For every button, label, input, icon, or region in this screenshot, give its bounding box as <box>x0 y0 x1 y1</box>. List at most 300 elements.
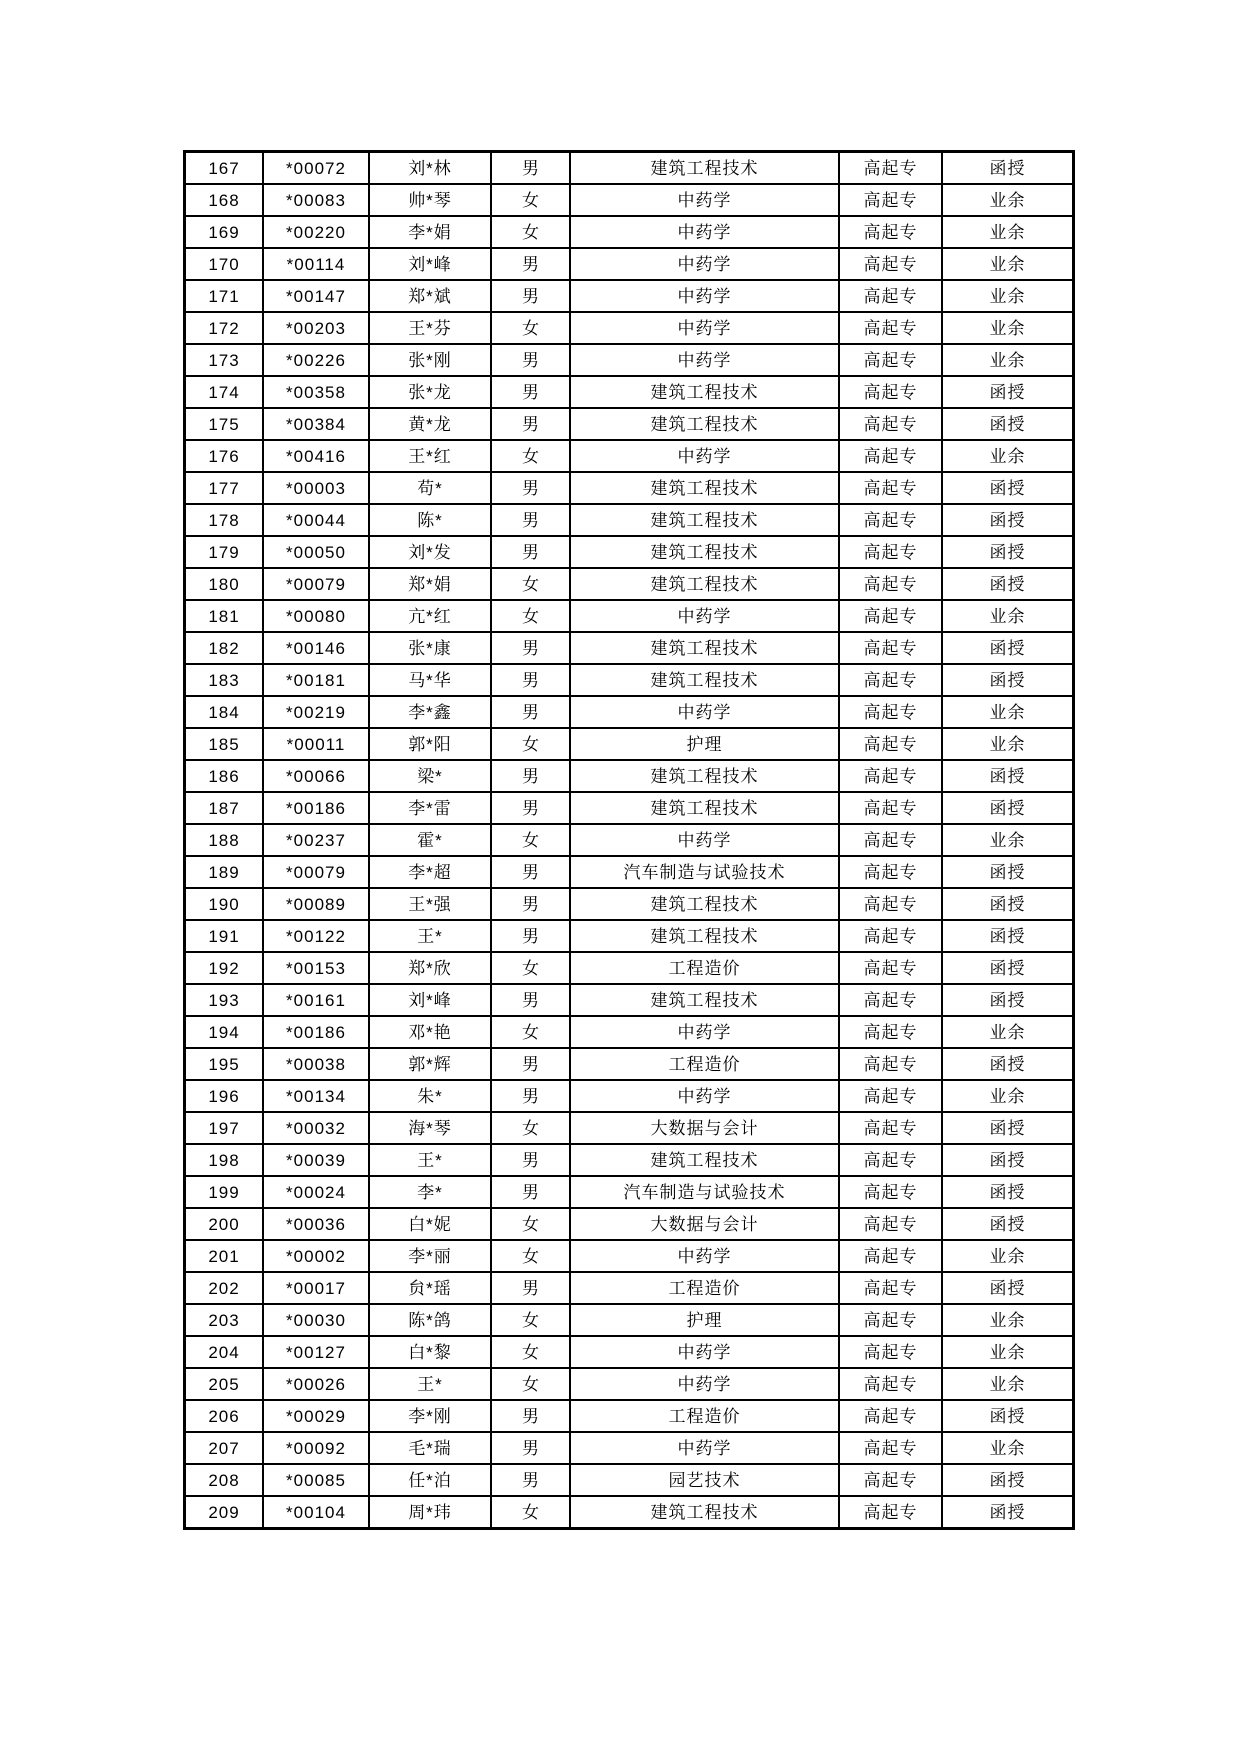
row-number-cell: 170 <box>185 248 264 280</box>
major-cell: 大数据与会计 <box>570 1112 839 1144</box>
student-id-cell: *00220 <box>263 216 369 248</box>
table-row <box>185 1208 1074 1240</box>
gender-cell: 男 <box>491 376 570 408</box>
gender-cell: 男 <box>491 1464 570 1496</box>
major-cell: 建筑工程技术 <box>570 376 839 408</box>
gender-cell: 男 <box>491 280 570 312</box>
student-name-cell: 张*龙 <box>369 376 491 408</box>
level-cell: 高起专 <box>839 728 942 760</box>
study-form-cell: 函授 <box>942 856 1074 888</box>
row-number-cell: 193 <box>185 984 264 1016</box>
major-cell: 建筑工程技术 <box>570 984 839 1016</box>
row-number-cell: 177 <box>185 472 264 504</box>
table-row <box>185 568 1074 600</box>
major-cell: 工程造价 <box>570 1400 839 1432</box>
student-name-cell: 李*丽 <box>369 1240 491 1272</box>
major-cell: 护理 <box>570 1304 839 1336</box>
level-cell: 高起专 <box>839 408 942 440</box>
level-cell: 高起专 <box>839 1304 942 1336</box>
student-name-cell: 黄*龙 <box>369 408 491 440</box>
row-number-cell: 205 <box>185 1368 264 1400</box>
major-cell: 中药学 <box>570 440 839 472</box>
gender-cell: 女 <box>491 952 570 984</box>
study-form-cell: 函授 <box>942 472 1074 504</box>
level-cell: 高起专 <box>839 696 942 728</box>
level-cell: 高起专 <box>839 1176 942 1208</box>
student-name-cell: 李*刚 <box>369 1400 491 1432</box>
gender-cell: 男 <box>491 1080 570 1112</box>
major-cell: 建筑工程技术 <box>570 152 839 185</box>
table-row <box>185 1176 1074 1208</box>
student-id-cell: *00038 <box>263 1048 369 1080</box>
study-form-cell: 业余 <box>942 1432 1074 1464</box>
study-form-cell: 业余 <box>942 216 1074 248</box>
row-number-cell: 208 <box>185 1464 264 1496</box>
study-form-cell: 函授 <box>942 408 1074 440</box>
student-name-cell: 白*黎 <box>369 1336 491 1368</box>
student-name-cell: 王* <box>369 920 491 952</box>
student-id-cell: *00122 <box>263 920 369 952</box>
gender-cell: 女 <box>491 824 570 856</box>
study-form-cell: 函授 <box>942 568 1074 600</box>
major-cell: 建筑工程技术 <box>570 1144 839 1176</box>
student-id-cell: *00186 <box>263 1016 369 1048</box>
student-id-cell: *00226 <box>263 344 369 376</box>
gender-cell: 男 <box>491 1272 570 1304</box>
row-number-cell: 183 <box>185 664 264 696</box>
student-name-cell: 郑*娟 <box>369 568 491 600</box>
gender-cell: 男 <box>491 408 570 440</box>
major-cell: 大数据与会计 <box>570 1208 839 1240</box>
study-form-cell: 业余 <box>942 280 1074 312</box>
row-number-cell: 209 <box>185 1496 264 1529</box>
gender-cell: 男 <box>491 792 570 824</box>
student-id-cell: *00237 <box>263 824 369 856</box>
row-number-cell: 171 <box>185 280 264 312</box>
major-cell: 建筑工程技术 <box>570 888 839 920</box>
student-name-cell: 任*泊 <box>369 1464 491 1496</box>
student-id-cell: *00002 <box>263 1240 369 1272</box>
gender-cell: 女 <box>491 1496 570 1529</box>
gender-cell: 男 <box>491 920 570 952</box>
table-row <box>185 1496 1074 1529</box>
major-cell: 建筑工程技术 <box>570 792 839 824</box>
table-row <box>185 1432 1074 1464</box>
study-form-cell: 业余 <box>942 824 1074 856</box>
major-cell: 建筑工程技术 <box>570 472 839 504</box>
major-cell: 工程造价 <box>570 1272 839 1304</box>
row-number-cell: 204 <box>185 1336 264 1368</box>
gender-cell: 男 <box>491 152 570 185</box>
row-number-cell: 174 <box>185 376 264 408</box>
student-name-cell: 刘*林 <box>369 152 491 185</box>
table-row <box>185 824 1074 856</box>
study-form-cell: 函授 <box>942 1496 1074 1529</box>
major-cell: 中药学 <box>570 344 839 376</box>
gender-cell: 女 <box>491 1112 570 1144</box>
row-number-cell: 182 <box>185 632 264 664</box>
gender-cell: 男 <box>491 504 570 536</box>
row-number-cell: 200 <box>185 1208 264 1240</box>
student-id-cell: *00083 <box>263 184 369 216</box>
row-number-cell: 191 <box>185 920 264 952</box>
table-row <box>185 344 1074 376</box>
level-cell: 高起专 <box>839 280 942 312</box>
study-form-cell: 业余 <box>942 1080 1074 1112</box>
level-cell: 高起专 <box>839 824 942 856</box>
gender-cell: 女 <box>491 184 570 216</box>
student-name-cell: 朱* <box>369 1080 491 1112</box>
student-name-cell: 李*雷 <box>369 792 491 824</box>
gender-cell: 男 <box>491 888 570 920</box>
major-cell: 中药学 <box>570 1368 839 1400</box>
gender-cell: 男 <box>491 632 570 664</box>
major-cell: 建筑工程技术 <box>570 408 839 440</box>
study-form-cell: 函授 <box>942 1048 1074 1080</box>
major-cell: 中药学 <box>570 1016 839 1048</box>
student-id-cell: *00029 <box>263 1400 369 1432</box>
student-id-cell: *00089 <box>263 888 369 920</box>
table-row <box>185 984 1074 1016</box>
gender-cell: 男 <box>491 248 570 280</box>
row-number-cell: 178 <box>185 504 264 536</box>
study-form-cell: 业余 <box>942 1368 1074 1400</box>
level-cell: 高起专 <box>839 1208 942 1240</box>
student-name-cell: 周*玮 <box>369 1496 491 1529</box>
study-form-cell: 业余 <box>942 312 1074 344</box>
study-form-cell: 业余 <box>942 248 1074 280</box>
major-cell: 中药学 <box>570 1240 839 1272</box>
level-cell: 高起专 <box>839 1144 942 1176</box>
student-name-cell: 刘*峰 <box>369 984 491 1016</box>
study-form-cell: 业余 <box>942 440 1074 472</box>
study-form-cell: 函授 <box>942 504 1074 536</box>
student-name-cell: 霍* <box>369 824 491 856</box>
level-cell: 高起专 <box>839 1080 942 1112</box>
table-row <box>185 408 1074 440</box>
gender-cell: 女 <box>491 728 570 760</box>
major-cell: 中药学 <box>570 312 839 344</box>
gender-cell: 男 <box>491 696 570 728</box>
table-row <box>185 888 1074 920</box>
level-cell: 高起专 <box>839 888 942 920</box>
row-number-cell: 181 <box>185 600 264 632</box>
major-cell: 建筑工程技术 <box>570 568 839 600</box>
table-row <box>185 504 1074 536</box>
level-cell: 高起专 <box>839 856 942 888</box>
student-name-cell: 帅*琴 <box>369 184 491 216</box>
level-cell: 高起专 <box>839 760 942 792</box>
row-number-cell: 172 <box>185 312 264 344</box>
study-form-cell: 函授 <box>942 1400 1074 1432</box>
study-form-cell: 业余 <box>942 728 1074 760</box>
gender-cell: 女 <box>491 1368 570 1400</box>
row-number-cell: 169 <box>185 216 264 248</box>
study-form-cell: 业余 <box>942 600 1074 632</box>
row-number-cell: 198 <box>185 1144 264 1176</box>
level-cell: 高起专 <box>839 664 942 696</box>
row-number-cell: 194 <box>185 1016 264 1048</box>
student-name-cell: 李*鑫 <box>369 696 491 728</box>
study-form-cell: 业余 <box>942 1304 1074 1336</box>
row-number-cell: 203 <box>185 1304 264 1336</box>
table-row <box>185 1272 1074 1304</box>
major-cell: 中药学 <box>570 1336 839 1368</box>
table-row <box>185 472 1074 504</box>
table-row <box>185 728 1074 760</box>
student-name-cell: 刘*峰 <box>369 248 491 280</box>
table-row <box>185 152 1074 185</box>
table-row <box>185 632 1074 664</box>
student-name-cell: 李*超 <box>369 856 491 888</box>
gender-cell: 男 <box>491 1144 570 1176</box>
study-form-cell: 函授 <box>942 632 1074 664</box>
study-form-cell: 函授 <box>942 1144 1074 1176</box>
student-id-cell: *00219 <box>263 696 369 728</box>
table-row <box>185 760 1074 792</box>
student-name-cell: 梁* <box>369 760 491 792</box>
gender-cell: 男 <box>491 536 570 568</box>
row-number-cell: 176 <box>185 440 264 472</box>
student-name-cell: 王*红 <box>369 440 491 472</box>
student-name-cell: 王* <box>369 1368 491 1400</box>
gender-cell: 女 <box>491 1336 570 1368</box>
row-number-cell: 199 <box>185 1176 264 1208</box>
student-name-cell: 李* <box>369 1176 491 1208</box>
gender-cell: 女 <box>491 1240 570 1272</box>
gender-cell: 女 <box>491 312 570 344</box>
student-id-cell: *00153 <box>263 952 369 984</box>
table-row <box>185 1240 1074 1272</box>
major-cell: 中药学 <box>570 824 839 856</box>
major-cell: 建筑工程技术 <box>570 664 839 696</box>
student-id-cell: *00080 <box>263 600 369 632</box>
study-form-cell: 函授 <box>942 760 1074 792</box>
level-cell: 高起专 <box>839 216 942 248</box>
level-cell: 高起专 <box>839 344 942 376</box>
level-cell: 高起专 <box>839 1016 942 1048</box>
table-row <box>185 280 1074 312</box>
row-number-cell: 195 <box>185 1048 264 1080</box>
student-id-cell: *00039 <box>263 1144 369 1176</box>
table-row <box>185 248 1074 280</box>
row-number-cell: 190 <box>185 888 264 920</box>
level-cell: 高起专 <box>839 632 942 664</box>
gender-cell: 女 <box>491 1016 570 1048</box>
gender-cell: 男 <box>491 1176 570 1208</box>
student-name-cell: 郑*斌 <box>369 280 491 312</box>
major-cell: 中药学 <box>570 1080 839 1112</box>
level-cell: 高起专 <box>839 1272 942 1304</box>
row-number-cell: 201 <box>185 1240 264 1272</box>
table-row <box>185 376 1074 408</box>
gender-cell: 男 <box>491 1400 570 1432</box>
student-id-cell: *00114 <box>263 248 369 280</box>
level-cell: 高起专 <box>839 536 942 568</box>
student-id-cell: *00092 <box>263 1432 369 1464</box>
study-form-cell: 函授 <box>942 1208 1074 1240</box>
level-cell: 高起专 <box>839 504 942 536</box>
student-name-cell: 王*芬 <box>369 312 491 344</box>
study-form-cell: 业余 <box>942 344 1074 376</box>
major-cell: 中药学 <box>570 184 839 216</box>
study-form-cell: 业余 <box>942 1240 1074 1272</box>
level-cell: 高起专 <box>839 1432 942 1464</box>
level-cell: 高起专 <box>839 1496 942 1529</box>
study-form-cell: 业余 <box>942 184 1074 216</box>
major-cell: 建筑工程技术 <box>570 632 839 664</box>
student-name-cell: 陈*鸽 <box>369 1304 491 1336</box>
student-id-cell: *00161 <box>263 984 369 1016</box>
gender-cell: 女 <box>491 216 570 248</box>
table-row <box>185 216 1074 248</box>
student-id-cell: *00044 <box>263 504 369 536</box>
student-name-cell: 马*华 <box>369 664 491 696</box>
student-name-cell: 张*刚 <box>369 344 491 376</box>
major-cell: 中药学 <box>570 1432 839 1464</box>
table-row <box>185 664 1074 696</box>
table-row <box>185 920 1074 952</box>
gender-cell: 女 <box>491 440 570 472</box>
gender-cell: 男 <box>491 344 570 376</box>
student-id-cell: *00186 <box>263 792 369 824</box>
row-number-cell: 184 <box>185 696 264 728</box>
student-id-cell: *00384 <box>263 408 369 440</box>
gender-cell: 女 <box>491 1304 570 1336</box>
gender-cell: 男 <box>491 856 570 888</box>
table-row <box>185 1304 1074 1336</box>
student-id-cell: *00147 <box>263 280 369 312</box>
level-cell: 高起专 <box>839 184 942 216</box>
table-row <box>185 696 1074 728</box>
row-number-cell: 186 <box>185 760 264 792</box>
row-number-cell: 185 <box>185 728 264 760</box>
level-cell: 高起专 <box>839 1048 942 1080</box>
row-number-cell: 175 <box>185 408 264 440</box>
major-cell: 建筑工程技术 <box>570 504 839 536</box>
student-id-cell: *00085 <box>263 1464 369 1496</box>
study-form-cell: 函授 <box>942 984 1074 1016</box>
student-name-cell: 海*琴 <box>369 1112 491 1144</box>
student-id-cell: *00104 <box>263 1496 369 1529</box>
student-name-cell: 郭*阳 <box>369 728 491 760</box>
level-cell: 高起专 <box>839 1240 942 1272</box>
row-number-cell: 180 <box>185 568 264 600</box>
student-id-cell: *00066 <box>263 760 369 792</box>
study-form-cell: 函授 <box>942 1112 1074 1144</box>
study-form-cell: 函授 <box>942 1464 1074 1496</box>
student-name-cell: 郑*欣 <box>369 952 491 984</box>
row-number-cell: 207 <box>185 1432 264 1464</box>
major-cell: 中药学 <box>570 248 839 280</box>
level-cell: 高起专 <box>839 1112 942 1144</box>
student-name-cell: 贠*瑶 <box>369 1272 491 1304</box>
study-form-cell: 函授 <box>942 1272 1074 1304</box>
row-number-cell: 167 <box>185 152 264 185</box>
gender-cell: 男 <box>491 1048 570 1080</box>
table-row <box>185 1464 1074 1496</box>
student-id-cell: *00024 <box>263 1176 369 1208</box>
level-cell: 高起专 <box>839 1464 942 1496</box>
student-name-cell: 王*强 <box>369 888 491 920</box>
study-form-cell: 函授 <box>942 920 1074 952</box>
gender-cell: 男 <box>491 760 570 792</box>
gender-cell: 女 <box>491 600 570 632</box>
table-row <box>185 792 1074 824</box>
student-name-cell: 白*妮 <box>369 1208 491 1240</box>
row-number-cell: 189 <box>185 856 264 888</box>
major-cell: 建筑工程技术 <box>570 1496 839 1529</box>
study-form-cell: 函授 <box>942 152 1074 185</box>
level-cell: 高起专 <box>839 1368 942 1400</box>
study-form-cell: 函授 <box>942 792 1074 824</box>
gender-cell: 男 <box>491 1432 570 1464</box>
student-name-cell: 张*康 <box>369 632 491 664</box>
student-id-cell: *00358 <box>263 376 369 408</box>
study-form-cell: 函授 <box>942 536 1074 568</box>
major-cell: 中药学 <box>570 696 839 728</box>
row-number-cell: 179 <box>185 536 264 568</box>
study-form-cell: 函授 <box>942 664 1074 696</box>
level-cell: 高起专 <box>839 568 942 600</box>
student-id-cell: *00032 <box>263 1112 369 1144</box>
study-form-cell: 业余 <box>942 696 1074 728</box>
table-row <box>185 1400 1074 1432</box>
major-cell: 护理 <box>570 728 839 760</box>
student-name-cell: 陈* <box>369 504 491 536</box>
major-cell: 园艺技术 <box>570 1464 839 1496</box>
student-id-cell: *00050 <box>263 536 369 568</box>
row-number-cell: 173 <box>185 344 264 376</box>
row-number-cell: 188 <box>185 824 264 856</box>
table-row <box>185 856 1074 888</box>
level-cell: 高起专 <box>839 440 942 472</box>
major-cell: 中药学 <box>570 600 839 632</box>
major-cell: 建筑工程技术 <box>570 920 839 952</box>
major-cell: 汽车制造与试验技术 <box>570 856 839 888</box>
study-form-cell: 函授 <box>942 952 1074 984</box>
row-number-cell: 187 <box>185 792 264 824</box>
level-cell: 高起专 <box>839 600 942 632</box>
student-name-cell: 王* <box>369 1144 491 1176</box>
row-number-cell: 196 <box>185 1080 264 1112</box>
student-name-cell: 亢*红 <box>369 600 491 632</box>
level-cell: 高起专 <box>839 952 942 984</box>
major-cell: 中药学 <box>570 280 839 312</box>
student-id-cell: *00003 <box>263 472 369 504</box>
major-cell: 汽车制造与试验技术 <box>570 1176 839 1208</box>
student-name-cell: 毛*瑞 <box>369 1432 491 1464</box>
row-number-cell: 206 <box>185 1400 264 1432</box>
table-row <box>185 1112 1074 1144</box>
level-cell: 高起专 <box>839 312 942 344</box>
level-cell: 高起专 <box>839 920 942 952</box>
level-cell: 高起专 <box>839 472 942 504</box>
student-id-cell: *00079 <box>263 856 369 888</box>
student-name-cell: 刘*发 <box>369 536 491 568</box>
study-form-cell: 函授 <box>942 376 1074 408</box>
major-cell: 中药学 <box>570 216 839 248</box>
student-id-cell: *00127 <box>263 1336 369 1368</box>
table-row <box>185 312 1074 344</box>
student-id-cell: *00181 <box>263 664 369 696</box>
study-form-cell: 函授 <box>942 888 1074 920</box>
gender-cell: 男 <box>491 984 570 1016</box>
student-id-cell: *00203 <box>263 312 369 344</box>
student-id-cell: *00036 <box>263 1208 369 1240</box>
table-row <box>185 1080 1074 1112</box>
student-id-cell: *00011 <box>263 728 369 760</box>
